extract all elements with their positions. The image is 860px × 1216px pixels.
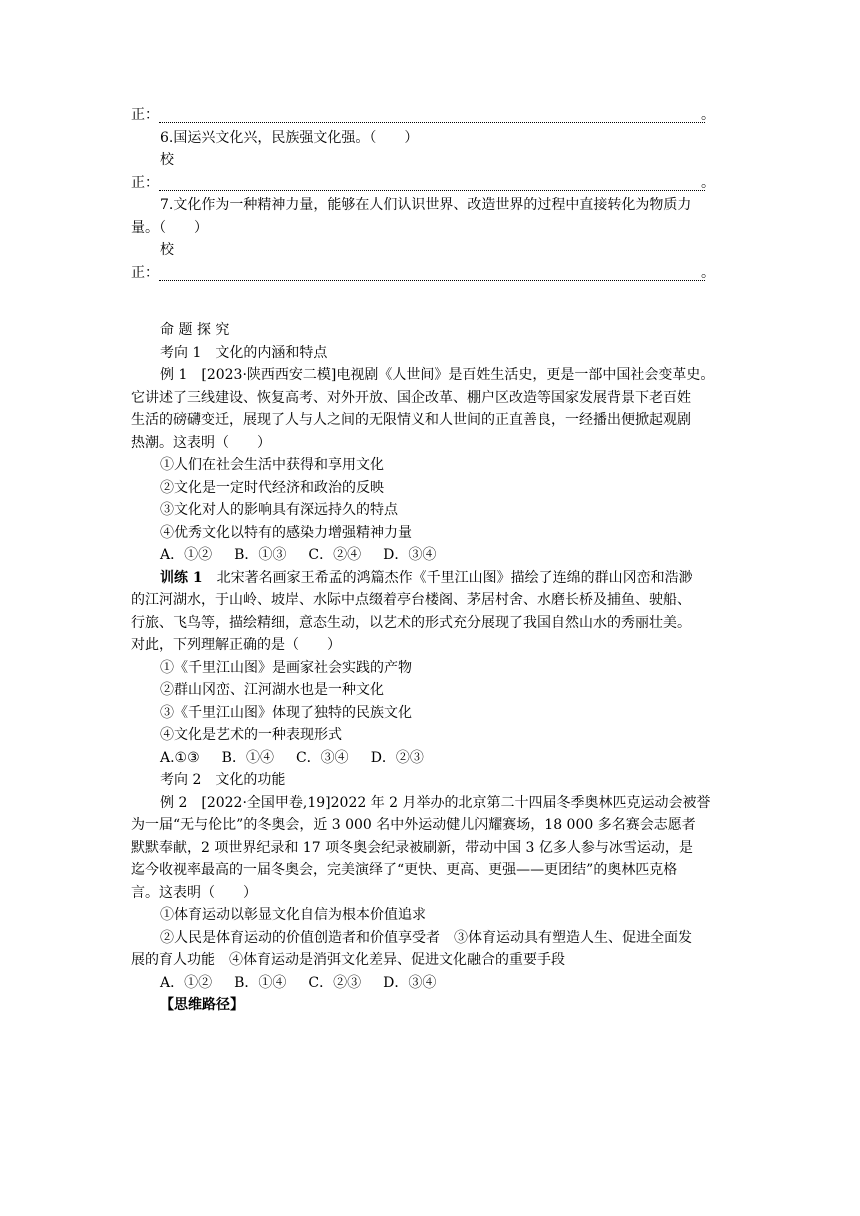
correction-label: 正： [131, 107, 159, 123]
choice-d: D．②③ [370, 749, 424, 766]
training-1-option-2: ②群山冈峦、江河湖水也是一种文化 [160, 682, 384, 698]
correction-label: 正： [131, 174, 159, 191]
choice-c: C．③④ [295, 749, 349, 766]
example-1-line-4: 热潮。这表明（ ） [131, 434, 271, 451]
example-1-choices [131, 544, 715, 567]
training-1-line-1 [131, 567, 715, 590]
topic-1-heading: 考向 1 文化的内涵和特点 [160, 344, 328, 361]
correction-prefix: 校 [160, 152, 174, 168]
example-1-option-3: ③文化对人的影响具有深远持久的特点 [160, 502, 398, 518]
choice-c: C．②④ [308, 547, 362, 563]
section-title: 命 题 探 究 [160, 322, 230, 338]
choice-a: A.①③ [160, 749, 200, 766]
question-6: 6.国运兴文化兴，民族强文化强。（ ） [160, 129, 419, 146]
period: 。 [701, 264, 715, 281]
example-2-line-2: 为一届“无与伦比”的冬奥会，近 3 000 名中外运动健儿闪耀赛场，18 000 多名赛会志愿者 [131, 817, 696, 833]
training-1-line-2: 的江河湖水，于山岭、坡岸、水际中点缀着亭台楼阁、茅居村舍、水磨长桥及捕鱼、驶船、 [131, 592, 691, 608]
example-2-line-1: 例 2 [2022·全国甲卷,19]2022 年 2 月举办的北京第二十四届冬季奥林匹克运动会被誉 [160, 794, 711, 811]
choice-a: A．①② [160, 547, 213, 563]
example-2-choices [131, 972, 715, 995]
example-2-line-4: 迄今收视率最高的一届冬奥会，完美演绎了“更快、更高、更强——更团结”的奥林匹克格 [131, 862, 678, 878]
example-2-line-5: 言。这表明（ ） [131, 884, 257, 901]
topic-2-heading: 考向 2 文化的功能 [160, 772, 286, 788]
blank-line-6 [131, 172, 715, 195]
period: 。 [701, 107, 715, 123]
correction-label: 正： [131, 264, 159, 281]
training-1-line-4: 对此，下列理解正确的是（ ） [131, 637, 341, 653]
choice-b: B．①③ [234, 547, 287, 563]
blank-line-7 [131, 262, 715, 285]
example-2-options-3-4: 展的育人功能 ④体育运动是消弭文化差异、促进文化融合的重要手段 [131, 952, 565, 968]
training-1-label: 训练 1 [160, 569, 203, 586]
example-2-option-1: ①体育运动以彰显文化自信为根本价值追求 [160, 907, 426, 923]
choice-a: A．①② [160, 974, 213, 991]
dotted-fill [159, 104, 705, 123]
document-content [131, 104, 715, 1017]
period: 。 [701, 174, 715, 191]
example-2-line-3: 默默奉献，2 项世界纪录和 17 项冬奥会纪录被刷新，带动中国 3 亿多人参与冰雪运动，是 [131, 839, 693, 856]
training-1-option-4: ④文化是艺术的一种表现形式 [160, 727, 342, 743]
training-1-option-1: ①《千里江山图》是画家社会实践的产物 [160, 659, 412, 676]
example-2-options-2-3: ②人民是体育运动的价值创造者和价值享受者 ③体育运动具有塑造人生、促进全面发 [160, 929, 692, 946]
choice-d: D．③④ [383, 974, 437, 991]
training-1-option-3: ③《千里江山图》体现了独特的民族文化 [160, 704, 412, 721]
correction-prefix: 校 [160, 242, 174, 258]
example-1-line-1: 例 1 [2023·陕西西安二模]电视剧《人世间》是百姓生活史，更是一部中国社会变革史。 [160, 367, 715, 383]
training-1-line-3: 行旅、飞鸟等，描绘精细，意态生动，以艺术的形式充分展现了我国自然山水的秀丽壮美。 [131, 614, 691, 631]
spacer [131, 284, 715, 319]
thinking-path-heading: 【思维路径】 [160, 997, 244, 1013]
example-1-line-2: 它讲述了三线建设、恢复高考、对外开放、国企改革、棚户区改造等国家发展背景下老百姓 [131, 389, 691, 406]
dotted-fill [159, 172, 705, 191]
question-7-line-1: 7.文化作为一种精神力量，能够在人们认识世界、改造世界的过程中直接转化为物质力 [160, 197, 692, 213]
example-1-line-3: 生活的磅礴变迁，展现了人与人之间的无限情义和人世间的正直善良，一经播出便掀起观剧 [131, 412, 691, 428]
question-7-line-2: 量。（ ） [131, 219, 208, 236]
blank-line-5 [131, 104, 715, 127]
choice-c: C．②③ [308, 974, 362, 991]
training-1-choices [131, 747, 715, 770]
choice-d: D．③④ [383, 547, 437, 563]
example-1-option-2: ②文化是一定时代经济和政治的反映 [160, 479, 384, 496]
choice-b: B．①④ [221, 749, 274, 766]
dotted-fill [159, 262, 705, 281]
training-1-text: 北宋著名画家王希孟的鸿篇杰作《千里江山图》描绘了连绵的群山冈峦和浩渺 [202, 569, 693, 586]
choice-b: B．①④ [234, 974, 287, 991]
example-1-option-4: ④优秀文化以特有的感染力增强精神力量 [160, 524, 412, 541]
example-1-option-1: ①人们在社会生活中获得和享用文化 [160, 457, 384, 473]
